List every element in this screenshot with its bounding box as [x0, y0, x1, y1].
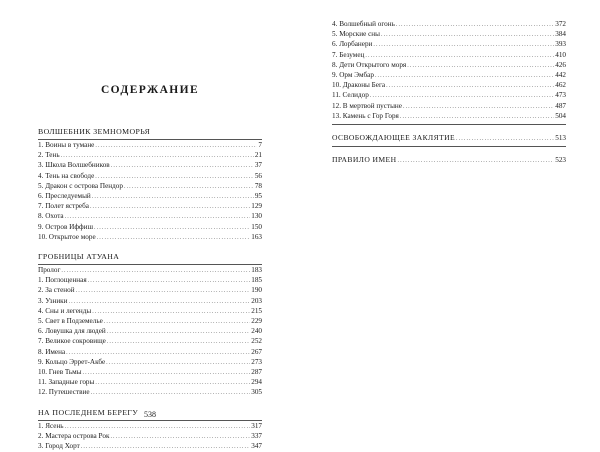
toc-leader-dots	[66, 349, 250, 358]
toc-entry	[38, 141, 262, 151]
toc-entry-page: 410	[555, 50, 566, 59]
toc-section-title: ГРОБНИЦЫ АТУАНА	[38, 252, 120, 262]
toc-entry-title: 7. Полет ястреба	[38, 202, 89, 211]
toc-entry	[38, 432, 262, 442]
toc-leader-dots	[386, 82, 554, 91]
toc-entry-title: 6. Ловушка для людей	[38, 327, 106, 336]
toc-entry	[332, 112, 566, 122]
toc-entry	[38, 202, 262, 212]
toc-entry-page: 462	[555, 81, 566, 90]
toc-entry-title: 12. Путешествие	[38, 388, 90, 397]
toc-leader-dots	[400, 113, 554, 122]
toc-entry	[38, 161, 262, 171]
toc-entry-title: 1. Поглощенная	[38, 276, 87, 285]
toc-entry-page: 215	[251, 306, 262, 315]
toc-entry	[38, 327, 262, 337]
toc-entry-title: 4. Сны и легенды	[38, 306, 92, 315]
toc-entry-title: ПРАВИЛО ИМЕН	[332, 155, 397, 165]
toc-leader-dots	[373, 41, 554, 50]
page-number: 538	[144, 410, 156, 419]
toc-entry-title: 12. В мертвой пустыне	[332, 101, 402, 110]
toc-entry-page: 183	[251, 266, 262, 275]
toc-leader-dots	[65, 423, 251, 432]
toc-entry-title: 5. Свет в Подземелье	[38, 317, 103, 326]
toc-entry-page: 287	[251, 368, 262, 377]
toc-entry-page: 95	[254, 192, 262, 201]
toc-leader-dots	[403, 103, 554, 112]
toc-entry	[332, 40, 566, 50]
toc-leader-dots	[370, 92, 554, 101]
toc-entry	[38, 192, 262, 202]
toc-entry	[38, 212, 262, 222]
toc-leader-dots	[90, 203, 250, 212]
toc-entry	[38, 317, 262, 327]
toc-entry-title: ОСВОБОЖДАЮЩЕЕ ЗАКЛЯТИЕ	[332, 133, 456, 143]
toc-entry-title: Пролог	[38, 266, 61, 275]
toc-entry-page: 7	[258, 141, 262, 149]
toc-entry	[38, 182, 262, 192]
toc-leader-dots	[95, 173, 254, 182]
toc-leader-dots	[375, 72, 554, 81]
toc-entry-title: 2. Мастера острова Рок	[38, 431, 110, 440]
toc-entry-page: 372	[555, 20, 566, 28]
toc-entry-page: 229	[251, 317, 262, 326]
toc-entry-title: 8. Охота	[38, 212, 64, 221]
toc-entry-title: 9. Кольцо Эррет-Акбе	[38, 357, 106, 366]
toc-entry	[38, 422, 262, 432]
toc-entry-page: 78	[254, 181, 262, 190]
toc-entry-page: 150	[251, 222, 262, 231]
toc-entry-page: 130	[251, 212, 262, 221]
toc-leader-dots	[397, 156, 554, 166]
toc-entry-title: 10. Гнев Тьмы	[38, 368, 82, 377]
toc-leader-dots	[107, 328, 250, 337]
right-page	[300, 0, 600, 450]
toc-entry-page: 240	[251, 327, 262, 336]
toc-leader-dots	[407, 62, 554, 71]
toc-entry	[38, 307, 262, 317]
toc-entry-title: 11. Западные горы	[38, 378, 95, 387]
toc-section	[38, 251, 262, 399]
toc-entry-title: 3. Школа Волшебников	[38, 161, 110, 170]
toc-entry-title: 9. Орм Эмбар	[332, 71, 374, 80]
section-divider	[38, 264, 262, 265]
toc-entry	[38, 358, 262, 368]
toc-entry-page: 37	[254, 161, 262, 170]
toc-entry-page: 190	[251, 286, 262, 295]
toc-entry-page: 347	[251, 442, 262, 451]
toc-entry-title: 7. Безумец	[332, 50, 365, 59]
toc-entry	[332, 20, 566, 30]
toc-entry	[38, 297, 262, 307]
toc-entry	[332, 30, 566, 40]
toc-section-entry	[332, 155, 566, 166]
toc-entry-page: 384	[555, 30, 566, 39]
toc-entry-title: 1. Воины в тумане	[38, 141, 95, 149]
toc-entry-page: 252	[251, 337, 262, 346]
toc-entry	[38, 233, 262, 243]
toc-entry	[332, 91, 566, 101]
section-divider	[38, 420, 262, 421]
toc-leader-dots	[106, 359, 250, 368]
toc-entry	[332, 61, 566, 71]
toc-leader-dots	[104, 318, 250, 327]
toc-leader-dots	[365, 52, 554, 61]
toc-entry	[38, 348, 262, 358]
toc-leader-dots	[381, 31, 554, 40]
toc-entry	[38, 223, 262, 233]
left-page	[0, 0, 300, 450]
toc-leader-dots	[61, 152, 254, 161]
toc-entry-title: 6. Лорбанери	[332, 40, 373, 49]
toc-entry-title: 1. Ясень	[38, 421, 64, 430]
toc-entry-title: 8. Дети Открытого моря	[332, 60, 407, 69]
toc-leader-dots	[92, 193, 254, 202]
toc-entry-title: 2. За стеной	[38, 286, 75, 295]
toc-leader-dots	[65, 213, 251, 222]
toc-entry-title: 6. Преследуемый	[38, 192, 91, 201]
toc-entry	[38, 378, 262, 388]
toc-entry	[38, 276, 262, 286]
toc-entry-page: 267	[251, 347, 262, 356]
toc-entry	[332, 71, 566, 81]
toc-section-title: НА ПОСЛЕДНЕМ БЕРЕГУ	[38, 407, 139, 417]
toc-entry	[38, 172, 262, 182]
toc-leader-dots	[111, 162, 254, 171]
toc-entry-page: 56	[254, 171, 262, 180]
toc-entry-title: 5. Дракон с острова Пендор	[38, 181, 123, 190]
toc-leader-dots	[91, 389, 251, 398]
toc-section-entry	[332, 133, 566, 144]
toc-leader-dots	[110, 433, 250, 442]
toc-leader-dots	[82, 369, 250, 378]
toc-entry-title: 2. Тень	[38, 151, 60, 160]
toc-entry-title: 10. Драконы Бега	[332, 81, 386, 90]
toc-entry-page: 523	[555, 156, 566, 165]
toc-entry-title: 4. Тень на свободе	[38, 171, 95, 180]
toc-entry-page: 294	[251, 378, 262, 387]
toc-entry-page: 337	[251, 431, 262, 440]
toc-leader-dots	[94, 224, 250, 233]
toc-entry-page: 21	[254, 151, 262, 160]
toc-entry	[332, 81, 566, 91]
toc-entry-title: 5. Морские сны	[332, 30, 380, 39]
toc-entry-page: 273	[251, 357, 262, 366]
toc-entry	[38, 442, 262, 452]
toc-entry	[332, 51, 566, 61]
toc-entry-page: 513	[555, 134, 566, 143]
toc-entry-page: 163	[251, 232, 262, 241]
toc-entry-title: 11. Селидор	[332, 91, 369, 100]
toc-entry-page: 473	[555, 91, 566, 100]
toc-entry	[38, 266, 262, 276]
toc-entry	[38, 368, 262, 378]
toc-leader-dots	[69, 298, 251, 307]
toc-entry	[38, 337, 262, 347]
toc-leader-dots	[76, 287, 251, 296]
toc-entry-title: 10. Открытое море	[38, 232, 96, 241]
toc-leader-dots	[97, 234, 251, 243]
toc-entry	[332, 102, 566, 112]
toc-entry	[38, 388, 262, 398]
toc-section-title: ВОЛШЕБНИК ЗЕМНОМОРЬЯ	[38, 127, 151, 136]
toc-leader-dots	[88, 277, 251, 286]
toc-entry-title: 4. Волшебный огонь	[332, 20, 395, 28]
section-divider	[332, 146, 566, 147]
toc-entry-page: 504	[555, 111, 566, 120]
toc-entry-title: 8. Имена	[38, 347, 66, 356]
toc-entry-title: 7. Великое сокровище	[38, 337, 106, 346]
toc-entry-page: 203	[251, 296, 262, 305]
toc-entry	[38, 286, 262, 296]
toc-entry-page: 129	[251, 202, 262, 211]
toc-entry-page: 305	[251, 388, 262, 397]
toc-leader-dots	[124, 183, 254, 192]
toc-entry-page: 442	[555, 71, 566, 80]
left-toc-column	[38, 126, 262, 452]
toc-entry-page: 317	[251, 421, 262, 430]
toc-leader-dots	[95, 379, 250, 388]
toc-entry-title: 9. Остров Иффиш	[38, 222, 94, 231]
toc-entry-title: 3. Узники	[38, 296, 68, 305]
section-divider	[332, 124, 566, 125]
toc-entry-title: 13. Камень с Гор Горя	[332, 111, 399, 120]
toc-leader-dots	[107, 338, 250, 347]
section-divider	[38, 139, 262, 140]
toc-entry-page: 426	[555, 60, 566, 69]
toc-entry-page: 487	[555, 101, 566, 110]
toc-entry-page: 393	[555, 40, 566, 49]
contents-heading: СОДЕРЖАНИЕ	[100, 84, 200, 96]
toc-leader-dots	[61, 267, 250, 276]
toc-entry-title: 3. Город Хорт	[38, 442, 80, 451]
toc-leader-dots	[81, 443, 251, 452]
right-toc-column	[332, 20, 566, 166]
toc-entry-page: 185	[251, 276, 262, 285]
toc-leader-dots	[95, 142, 257, 151]
toc-section	[38, 126, 262, 243]
toc-leader-dots	[456, 134, 554, 144]
toc-leader-dots	[396, 21, 554, 30]
toc-leader-dots	[92, 308, 250, 317]
toc-entry	[38, 151, 262, 161]
